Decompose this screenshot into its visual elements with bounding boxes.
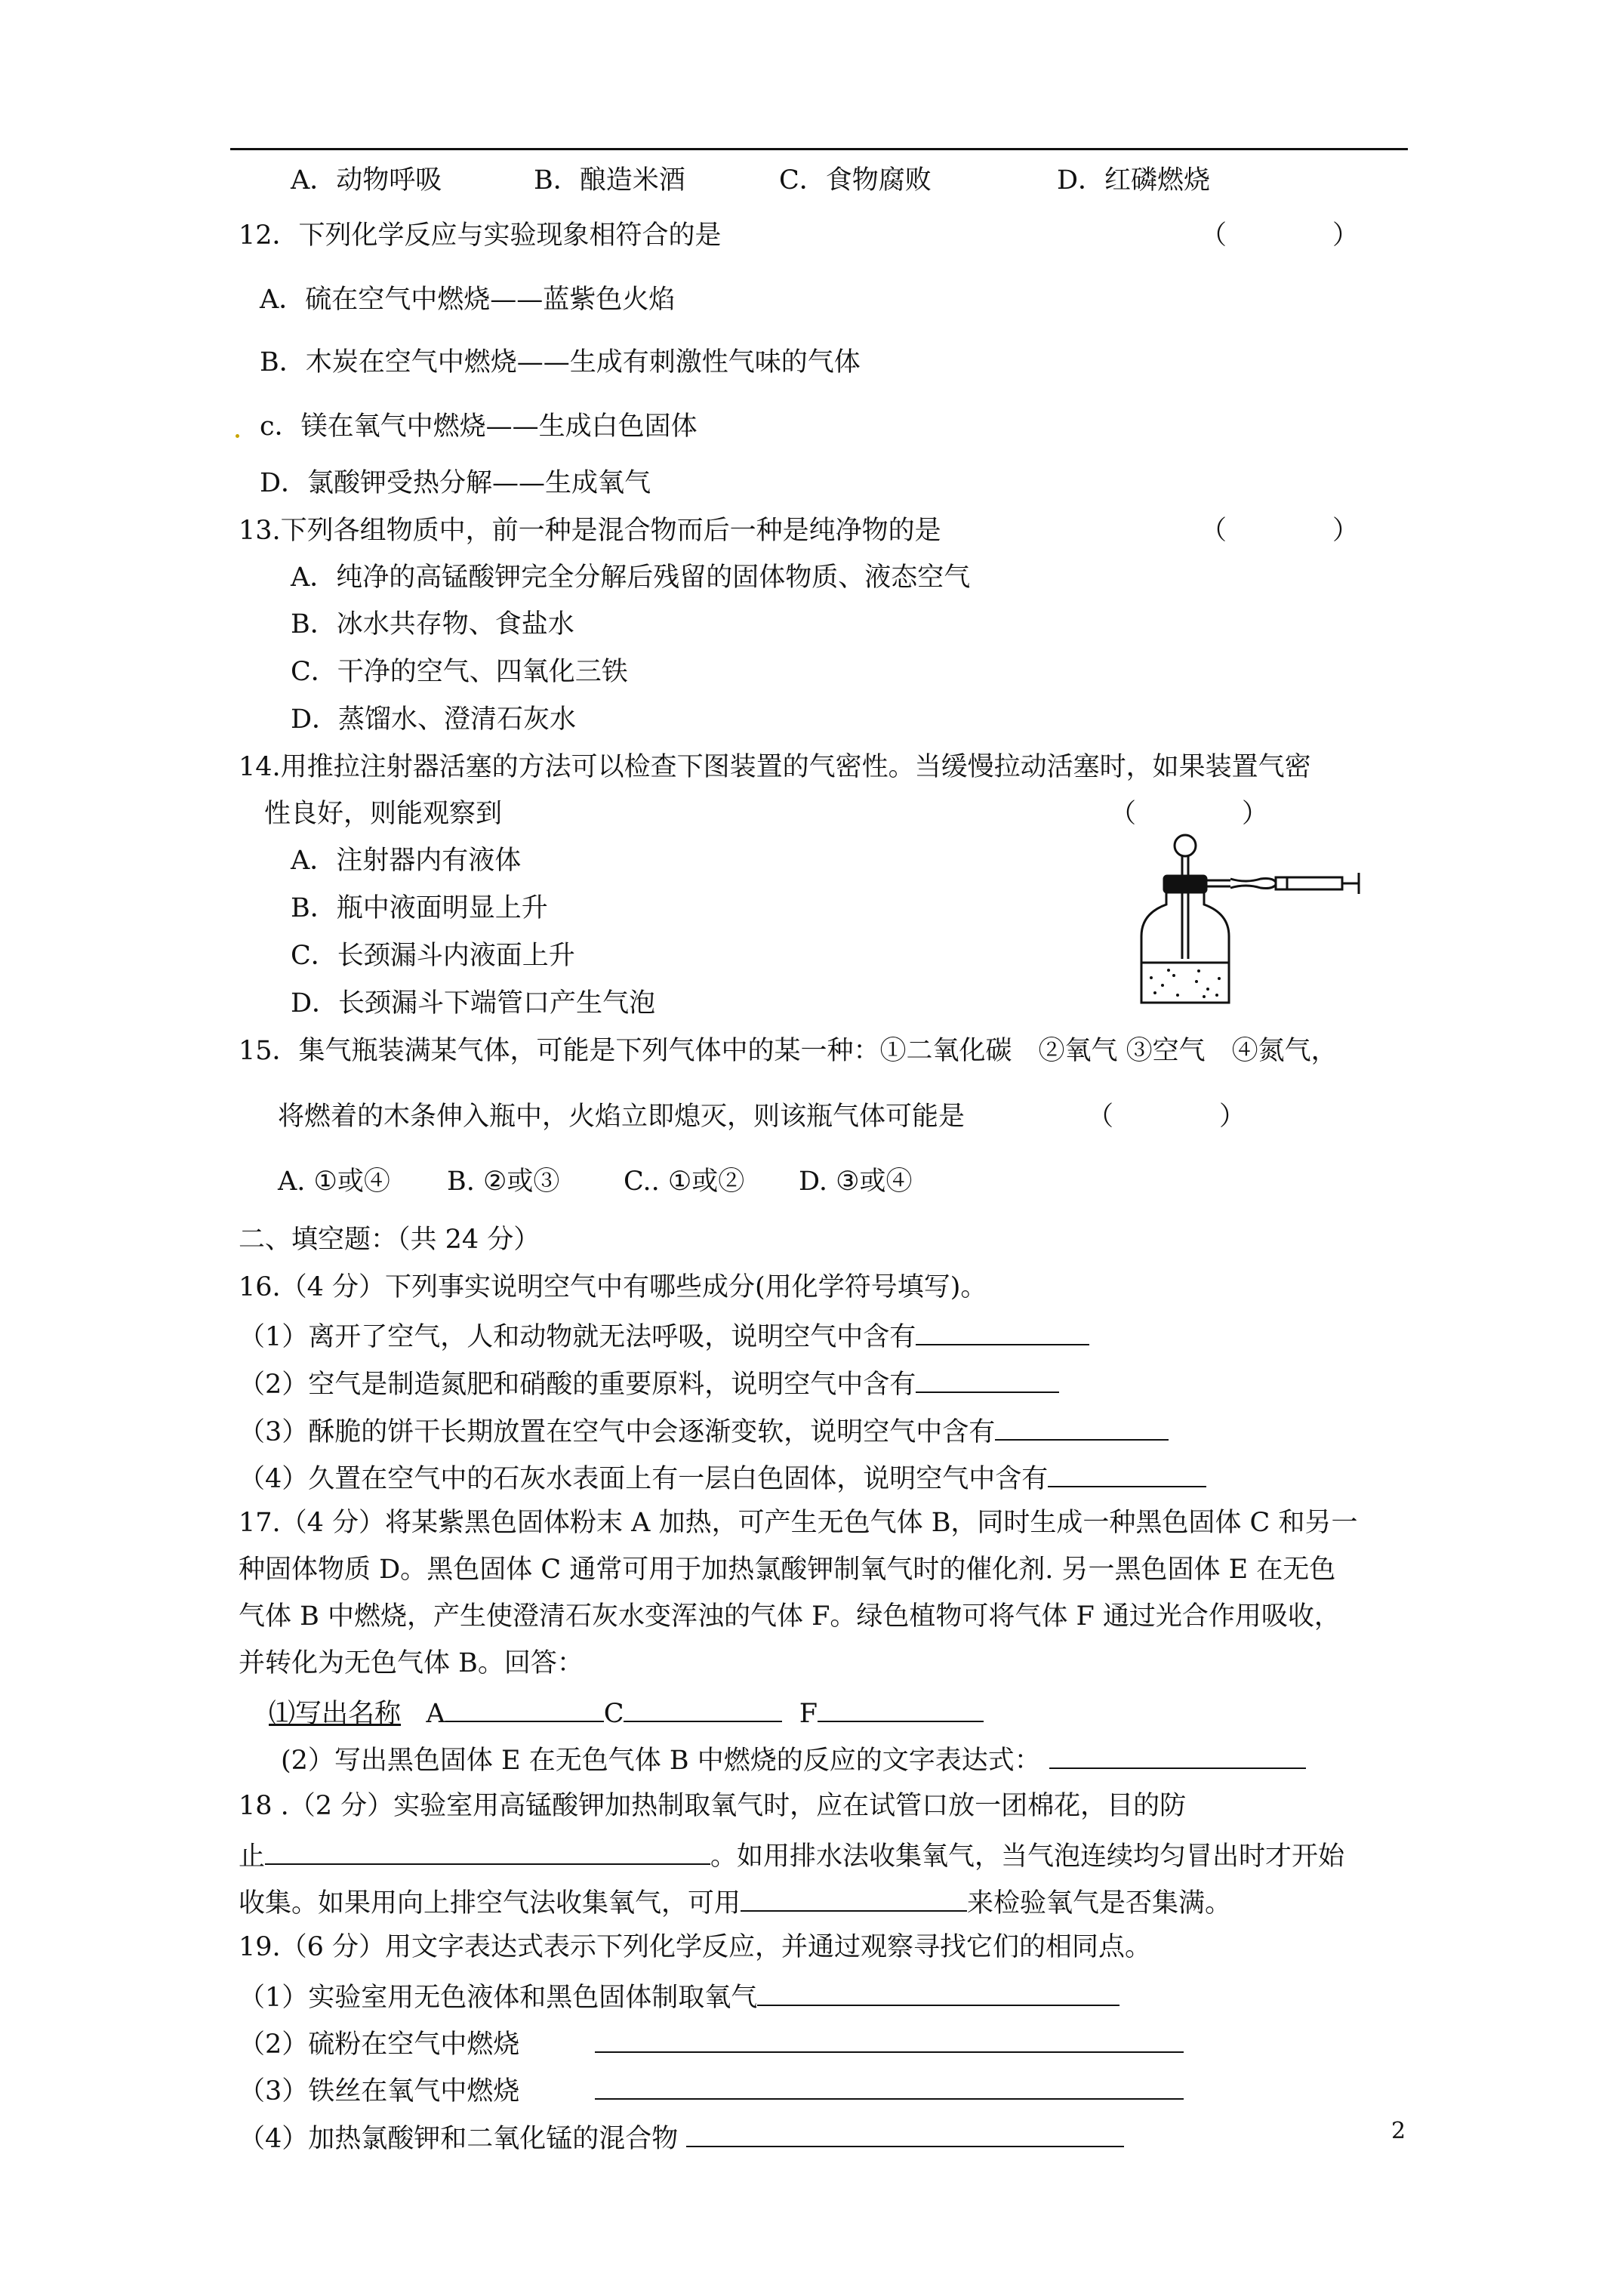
answer-blank[interactable] <box>916 1369 1059 1393</box>
q12-option-d: D．氯酸钾受热分解——生成氧气 <box>260 468 651 498</box>
q17-line-3: 气体 B 中燃烧，产生使澄清石灰水变浑浊的气体 F。绿色植物可将气体 F 通过光合作用吸收， <box>239 1601 1341 1632</box>
q11-option-d: D．红磷燃烧 <box>1057 165 1211 196</box>
answer-blank[interactable] <box>741 1888 967 1912</box>
q15-stem-line1: 15．集气瓶装满某气体，可能是下列气体中的某一种：①二氧化碳 ②氧气 ③空气 ④氮气， <box>239 1036 1338 1066</box>
q19-item-2-text: （2）硫粉在空气中燃烧 <box>239 2029 520 2060</box>
q12-option-c: c．镁在氧气中燃烧——生成白色固体 <box>260 411 698 442</box>
q19-item-4 <box>239 2123 1124 2153</box>
q15-stem-line2: 将燃着的木条伸入瓶中，火焰立即熄灭，则该瓶气体可能是 <box>278 1102 965 1132</box>
q19-item-1 <box>239 1982 1119 2011</box>
q16-item-3 <box>239 1416 1169 1446</box>
q16-item-3-text: （3）酥脆的饼干长期放置在空气中会逐渐变软，说明空气中含有 <box>239 1417 996 1447</box>
header-rule <box>230 148 1408 150</box>
answer-blank-c[interactable] <box>624 1698 782 1722</box>
q17-label-a: A <box>426 1699 445 1729</box>
q17-part-1-label: ⑴写出名称 <box>269 1699 402 1729</box>
q11-option-c: C．食物腐败 <box>779 165 932 196</box>
answer-blank-f[interactable] <box>818 1698 984 1722</box>
answer-blank[interactable] <box>595 2029 1184 2053</box>
q15-option-d: D. ③或④ <box>799 1166 913 1197</box>
q14-option-c: C．长颈漏斗内液面上升 <box>291 941 575 971</box>
q12-answer-paren: （ ） <box>1200 220 1360 251</box>
q14-option-a: A．注射器内有液体 <box>291 846 522 876</box>
answer-blank[interactable] <box>265 1841 710 1865</box>
q14-answer-paren: （ ） <box>1110 799 1269 829</box>
q15-option-c: C.. ①或② <box>624 1166 745 1197</box>
q13-option-b: B．冰水共存物、食盐水 <box>291 609 574 639</box>
answer-blank[interactable] <box>995 1416 1169 1441</box>
q14-option-d: D．长颈漏斗下端管口产生气泡 <box>291 988 656 1019</box>
q17-part-2 <box>281 1745 1306 1774</box>
q16-item-1 <box>239 1321 1089 1351</box>
speck <box>236 434 239 438</box>
q13-option-c: C．干净的空气、四氧化三铁 <box>291 657 628 687</box>
q17-part-1 <box>269 1698 984 1727</box>
q19-item-3 <box>239 2076 1184 2105</box>
q19-item-3-text: （3）铁丝在氧气中燃烧 <box>239 2076 520 2106</box>
q16-item-2 <box>239 1369 1059 1398</box>
q18-line-2-pre: 止 <box>239 1841 266 1872</box>
q11-option-b: B．酿造米酒 <box>534 165 685 196</box>
q19-item-1-text: （1）实验室用无色液体和黑色固体制取氧气 <box>239 1983 758 2013</box>
q13-option-d: D．蒸馏水、澄清石灰水 <box>291 704 577 735</box>
q16-item-2-text: （2）空气是制造氮肥和硝酸的重要原料，说明空气中含有 <box>239 1370 916 1400</box>
answer-blank[interactable] <box>686 2123 1124 2147</box>
q16-item-4 <box>239 1463 1206 1493</box>
answer-blank[interactable] <box>916 1321 1089 1345</box>
q12-option-a: A．硫在空气中燃烧——蓝紫色火焰 <box>260 285 676 315</box>
q19-stem: 19.（6 分）用文字表达式表示下列化学反应，并通过观察寻找它们的相同点。 <box>239 1932 1152 1962</box>
q17-line-4: 并转化为无色气体 B。回答： <box>239 1648 584 1678</box>
apparatus-figure <box>1132 831 1374 1012</box>
q14-stem-line2: 性良好，则能观察到 <box>264 799 503 829</box>
section-title: 二、填空题：（共 24 分） <box>239 1225 540 1255</box>
q19-item-2 <box>239 2029 1184 2058</box>
page-number: 2 <box>1391 2118 1406 2144</box>
q17-line-1: 17.（4 分）将某紫黑色固体粉末 A 加热，可产生无色气体 B，同时生成一种黑色固体 C 和另一 <box>239 1508 1358 1538</box>
q12-stem: 12．下列化学反应与实验现象相符合的是 <box>239 220 722 251</box>
q18-line-2 <box>239 1841 1344 1870</box>
q12-option-b: B．木炭在空气中燃烧——生成有刺激性气味的气体 <box>260 347 861 378</box>
q15-answer-paren: （ ） <box>1087 1102 1246 1132</box>
q18-line-3-post: 来检验氧气是否集满。 <box>967 1888 1232 1918</box>
answer-blank[interactable] <box>1048 1463 1206 1487</box>
q13-stem: 13.下列各组物质中，前一种是混合物而后一种是纯净物的是 <box>239 516 941 546</box>
q16-item-1-text: （1）离开了空气，人和动物就无法呼吸，说明空气中含有 <box>239 1322 916 1352</box>
q17-label-f: F <box>799 1699 818 1729</box>
q15-option-b: B. ②或③ <box>447 1166 560 1197</box>
q13-option-a: A．纯净的高锰酸钾完全分解后残留的固体物质、液态空气 <box>291 562 971 593</box>
q11-option-a: A．动物呼吸 <box>291 165 442 196</box>
q16-stem: 16.（4 分）下列事实说明空气中有哪些成分(用化学符号填写)。 <box>239 1272 987 1302</box>
q14-stem-line1: 14.用推拉注射器活塞的方法可以检查下图装置的气密性。当缓慢拉动活塞时，如果装置气密 <box>239 752 1311 782</box>
q17-part-2-text: (2）写出黑色固体 E 在无色气体 B 中燃烧的反应的文字表达式： <box>281 1746 1041 1776</box>
q18-line-2-post: 。如用排水法收集氧气，当气泡连续均匀冒出时才开始 <box>710 1841 1345 1872</box>
q18-line-3 <box>239 1888 1231 1917</box>
q18-line-1: 18 .（2 分）实验室用高锰酸钾加热制取氧气时，应在试管口放一团棉花，目的防 <box>239 1791 1187 1821</box>
q16-item-4-text: （4）久置在空气中的石灰水表面上有一层白色固体，说明空气中含有 <box>239 1464 1049 1494</box>
q19-item-4-text: （4）加热氯酸钾和二氧化锰的混合物 <box>239 2124 679 2154</box>
q17-line-2: 种固体物质 D。黑色固体 C 通常可用于加热氯酸钾制氧气时的催化剂. 另一黑色固体 E 在无色 <box>239 1555 1336 1585</box>
q18-line-3-pre: 收集。如果用向上排空气法收集氧气，可用 <box>239 1888 741 1918</box>
q15-option-a: A. ①或④ <box>278 1166 390 1197</box>
answer-blank[interactable] <box>757 1982 1119 2006</box>
answer-blank[interactable] <box>595 2076 1184 2100</box>
q14-option-b: B．瓶中液面明显上升 <box>291 893 548 923</box>
answer-blank[interactable] <box>1049 1745 1306 1769</box>
q17-label-c: C <box>603 1699 624 1729</box>
answer-blank-a[interactable] <box>445 1698 604 1722</box>
q13-answer-paren: （ ） <box>1200 516 1360 546</box>
